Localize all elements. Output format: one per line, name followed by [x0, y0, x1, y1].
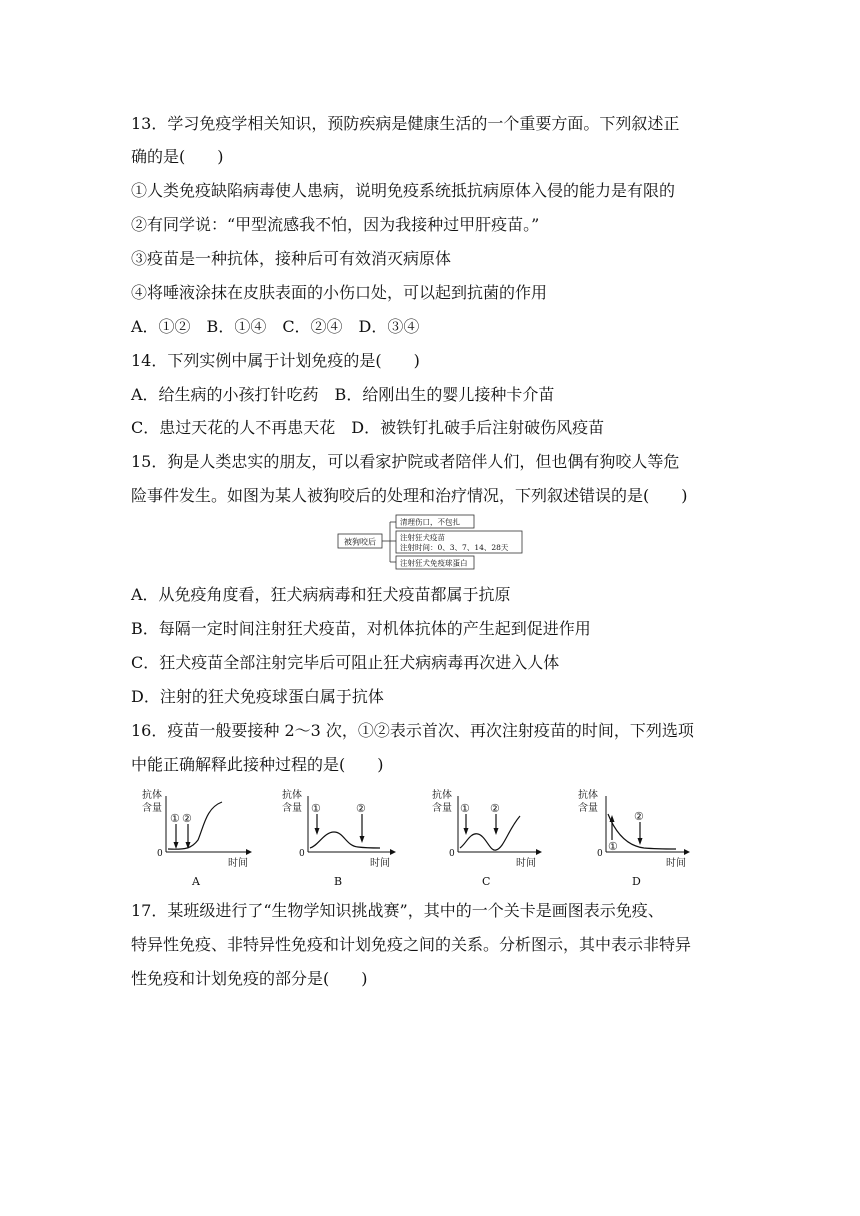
- q13-statement-2: ②有同学说：“甲型流感我不怕，因为我接种过甲肝疫苗。”: [131, 215, 540, 234]
- q16-stem-line1: 16．疫苗一般要接种 2～3 次，①②表示首次、再次注射疫苗的时间，下列选项: [131, 721, 694, 740]
- antibody-curve: [460, 816, 520, 850]
- injection-2-marker: ②: [490, 802, 500, 815]
- branch-label-1: 清理伤口，不包扎: [400, 517, 460, 527]
- q14-options-cd: C．患过天花的人不再患天花 D．被铁钉扎破手后注射破伤风疫苗: [131, 418, 605, 437]
- origin-label: 0: [597, 849, 603, 859]
- dog-bite-treatment-diagram: [330, 512, 530, 570]
- origin-label: 0: [157, 849, 163, 859]
- y-axis-label-bottom: 含量: [578, 803, 598, 814]
- q14-options-ab: A．给生病的小孩打针吃药 B．给刚出生的婴儿接种卡介苗: [131, 385, 555, 404]
- injection-1-marker: ①: [170, 812, 180, 825]
- q15-stem-line1: 15．狗是人类忠实的朋友，可以看家护院或者陪伴人们，但也偶有狗咬人等危: [131, 452, 680, 471]
- injection-1-marker: ①: [460, 802, 470, 815]
- y-axis-label-bottom: 含量: [282, 803, 302, 814]
- x-axis-label: 时间: [516, 858, 536, 869]
- q17-stem-line3: 性免疫和计划免疫的部分是( ): [131, 969, 368, 988]
- y-axis-label-bottom: 含量: [142, 803, 162, 814]
- q16-stem-line2: 中能正确解释此接种过程的是( ): [131, 755, 384, 774]
- injection-2-marker: ②: [182, 812, 192, 825]
- origin-label: 0: [299, 849, 305, 859]
- x-axis-label: 时间: [370, 858, 390, 869]
- antibody-graph-b: [272, 786, 412, 890]
- panel-label-c: C: [482, 875, 491, 888]
- antibody-graph-d: [572, 786, 712, 890]
- branch-label-3: 注射狂犬免疫球蛋白: [400, 558, 468, 568]
- origin-label: 0: [449, 849, 455, 859]
- q14-stem: 14．下列实例中属于计划免疫的是( ): [131, 351, 420, 370]
- antibody-graph-a: [128, 786, 268, 890]
- q15-option-a: A．从免疫角度看，狂犬病病毒和狂犬疫苗都属于抗原: [131, 585, 511, 604]
- injection-1-marker: ①: [311, 802, 321, 815]
- injection-2-marker: ②: [634, 810, 644, 823]
- q15-option-c: C．狂犬疫苗全部注射完毕后可阻止狂犬病病毒再次进入人体: [131, 653, 560, 672]
- q13-statement-1: ①人类免疫缺陷病毒使人患病，说明免疫系统抵抗病原体入侵的能力是有限的: [131, 181, 676, 200]
- x-axis-label: 时间: [666, 858, 686, 869]
- root-label: 被狗咬后: [344, 537, 376, 547]
- injection-1-marker: ①: [608, 840, 618, 853]
- q17-stem-line2: 特异性免疫、非特异性免疫和计划免疫之间的关系。分析图示，其中表示非特异: [131, 935, 692, 954]
- branch-label-2a: 注射狂犬疫苗: [400, 533, 445, 542]
- panel-label-d: D: [632, 875, 641, 888]
- q17-stem-line1: 17．某班级进行了“生物学知识挑战赛”，其中的一个关卡是画图表示免疫、: [131, 901, 664, 920]
- q15-stem-line2: 险事件发生。如图为某人被狗咬后的处理和治疗情况，下列叙述错误的是( ): [131, 486, 688, 505]
- q13-stem-line1: 13．学习免疫学相关知识，预防疾病是健康生活的一个重要方面。下列叙述正: [131, 114, 680, 133]
- branch-label-2b: 注射时间：0、3、7、14、28天: [400, 543, 509, 552]
- y-axis-label-top: 抗体: [578, 790, 598, 801]
- x-axis-label: 时间: [228, 858, 248, 869]
- q13-statement-3: ③疫苗是一种抗体，接种后可有效消灭病原体: [131, 249, 452, 268]
- antibody-graph-c: [422, 786, 562, 890]
- q15-option-b: B．每隔一定时间注射狂犬疫苗，对机体抗体的产生起到促进作用: [131, 619, 591, 638]
- q15-option-d: D．注射的狂犬免疫球蛋白属于抗体: [131, 687, 384, 706]
- y-axis-label-top: 抗体: [142, 790, 162, 801]
- y-axis-label-top: 抗体: [432, 790, 452, 801]
- antibody-curve: [310, 832, 380, 848]
- y-axis-label-top: 抗体: [282, 790, 302, 801]
- q13-stem-line2: 确的是( ): [131, 147, 224, 166]
- panel-label-a: A: [192, 875, 200, 888]
- panel-label-b: B: [334, 875, 343, 888]
- y-axis-label-bottom: 含量: [432, 803, 452, 814]
- injection-2-marker: ②: [356, 802, 366, 815]
- q13-statement-4: ④将唾液涂抹在皮肤表面的小伤口处，可以起到抗菌的作用: [131, 283, 548, 302]
- q13-options: A．①② B．①④ C．②④ D．③④: [131, 317, 420, 336]
